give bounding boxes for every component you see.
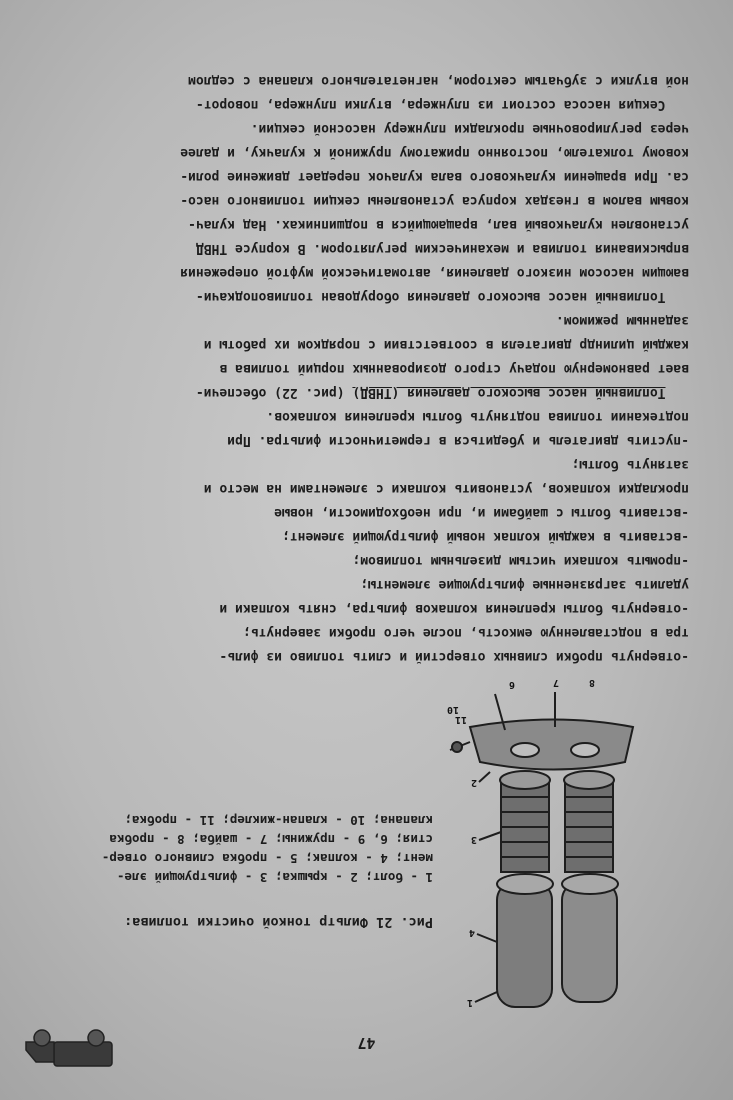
fuel-filter-figure (445, 677, 655, 1012)
text-line: са. При вращении кулачкового вала кулачок передает движение роли- (180, 169, 689, 184)
callout-1: 1 (466, 997, 473, 1008)
callout-4: 4 (468, 927, 475, 938)
text-line: заданным режимом. (555, 313, 689, 328)
text-line: ковым валом в гнездах корпуса установлены секции топливного насо- (180, 193, 689, 208)
callout-8: 8 (588, 677, 595, 688)
text-line: -вставить в каждый колпак новый фильтрующий элемент; (282, 529, 689, 544)
callout-7: 7 (552, 677, 559, 688)
text-line: впрыскивания топлива и механическим регулятором. В корпусе ТНВД (195, 241, 689, 256)
caption-line: клапана; 10 - клапан-жиклер; 11 - пробка; (124, 813, 433, 828)
text-line: Секция насоса состоит из плунжера, втулки плунжера, поворот- (195, 97, 689, 112)
text-line: -пустить двигатель и убедиться в герметичности фильтра. При (227, 433, 689, 448)
page-number: 47 (357, 1034, 376, 1052)
caption-line: мент; 4 - колпак; 5 - пробка сливного отвер- (101, 851, 433, 866)
caption-line: 1 - болт; 2 - крышка; 3 - фильтрующий эле- (116, 870, 433, 885)
text-line: затянуть болты; (571, 457, 689, 472)
callout-11: 11 (454, 714, 467, 725)
text-line: -вставить болты с шайбами и, при необходимости, новые (274, 505, 689, 520)
text-line: подтекании топлива подтянуть болты крепления колпаков. (266, 409, 689, 424)
text-line: -промыть колпаки чистым дизельным топливом; (352, 553, 689, 568)
text-line: Топливный насос высокого давления оборудован топливоподкачи- (195, 289, 689, 304)
text-line-underlined: Топливный насос высокого давления (ТНВД) (рис. 22) обеспечи- (195, 385, 666, 400)
callout-3: 3 (470, 834, 477, 845)
figure-caption-title: Рис. 21 Фильтр тонкой очистки топлива: (124, 914, 433, 930)
text-line: установлен кулачковый вал, вращающийся в подшипниках. Над кулач- (188, 217, 689, 232)
vehicle-stamp (20, 1025, 120, 1080)
callout-2: 2 (470, 777, 477, 788)
text-line: ной втулки с зубчатым сектором, нагнетательного клапана с седлом (188, 73, 689, 88)
figure-caption (93, 811, 433, 950)
fuel-filter-drawing (445, 677, 655, 1012)
text-line: вающим насосом низкого давления, автоматической муфтой опережения (180, 265, 689, 280)
text-line: прокладки колпаков, установить колпаки с элементами на место и (203, 481, 689, 496)
callout-6: 6 (508, 679, 515, 690)
text-line: тра в подставленную емкость, после чего пробки завернуть; (242, 625, 689, 640)
text-line: каждый цилиндр двигателя в соответствии с порядком их работы и (203, 337, 689, 352)
text-line: -отвернуть болты крепления колпаков фильтра, снять колпаки и (219, 601, 689, 616)
text-line: через регулировочные прокладки плунжеру насосной секции. (250, 121, 689, 136)
callout-10: 10 (446, 704, 459, 715)
text-line: удалить загрязненные фильтрующие элементы; (360, 577, 689, 592)
text-line: вает равномерную подачу строго дозированных порций топлива в (219, 361, 689, 376)
underlined-term: Топливный насос высокого давления (ТНВД) (352, 385, 666, 400)
text-line: -отвернуть пробки сливных отверстий и слить топливо из филь- (219, 649, 689, 664)
caption-line: стия; 6, 9 - пружины; 7 - шайба; 8 - пробка (109, 832, 433, 847)
body-text (44, 68, 689, 668)
truck-icon (20, 1025, 120, 1080)
text-line: ковому толкателю, постоянно прижатому пружиной к кулачку, и далее (180, 145, 689, 160)
